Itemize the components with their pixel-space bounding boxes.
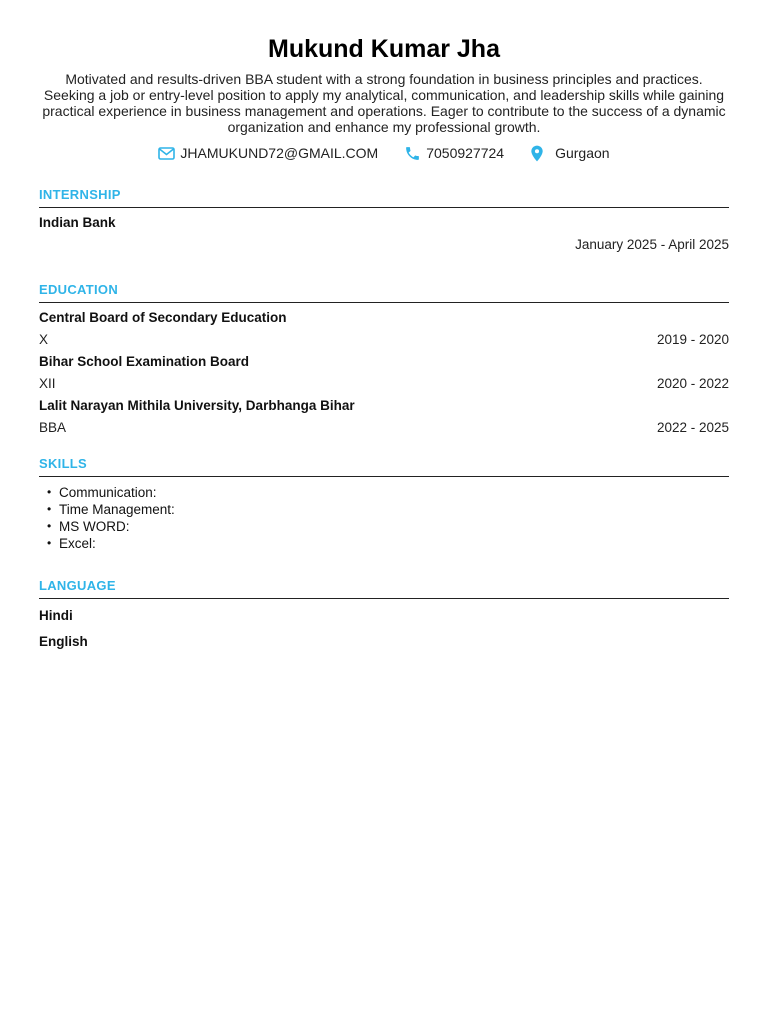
education-row [39,419,729,437]
education-level: X [39,332,49,347]
contact-bar [39,144,729,162]
bullet-icon: • [47,485,52,499]
list-item [47,535,729,552]
contact-email[interactable] [158,144,378,162]
education-institution: Central Board of Secondary Education [39,310,287,325]
location-pin-icon [530,145,544,162]
bullet-icon: • [47,536,52,550]
skill-label: Time Management: [59,502,175,517]
skill-label: Communication: [59,485,157,500]
internship-row [39,236,729,254]
language-item: Hindi [39,608,73,623]
email-text[interactable]: JHAMUKUND72@GMAIL.COM [180,145,379,161]
internship-organization: Indian Bank [39,215,116,230]
education-level: XII [39,376,56,391]
bullet-icon: • [47,502,52,516]
skills-section [39,456,729,552]
envelope-icon [158,147,175,160]
list-item [47,501,729,518]
phone-icon [404,145,421,162]
internship-section [39,187,729,254]
location-text: Gurgaon [555,145,610,161]
phone-text[interactable]: 7050927724 [426,145,505,161]
education-dates: 2022 - 2025 [656,420,729,435]
profile-summary: Motivated and results-driven BBA student with a strong foundation in business principles and practices. Seeking a job or entry-level position to apply my analytical, communication, and leadership skills while gaining practical experience in business management and operations. Eager to contribute to the success of a dynamic organization and enhance my professional growth. [42,71,726,135]
skills-list [39,484,729,552]
internship-dates: January 2025 - April 2025 [575,237,729,252]
education-section [39,282,729,437]
language-section [39,578,729,651]
education-dates: 2019 - 2020 [656,332,729,347]
section-title-skills: SKILLS [39,456,729,477]
contact-phone[interactable] [404,144,504,162]
contact-location [530,144,609,162]
education-institution: Bihar School Examination Board [39,354,250,369]
skill-label: MS WORD: [59,519,130,534]
education-row [39,375,729,393]
bullet-icon: • [47,519,52,533]
candidate-name: Mukund Kumar Jha [268,35,500,63]
education-level: BBA [39,420,67,435]
list-item [47,518,729,535]
section-title-education: EDUCATION [39,282,729,303]
education-institution: Lalit Narayan Mithila University, Darbhanga Bihar [39,398,355,413]
list-item [47,484,729,501]
language-item: English [39,634,88,649]
education-row [39,331,729,349]
section-title-language: LANGUAGE [39,578,729,599]
education-dates: 2020 - 2022 [656,376,729,391]
section-title-internship: INTERNSHIP [39,187,729,208]
skill-label: Excel: [59,536,96,551]
